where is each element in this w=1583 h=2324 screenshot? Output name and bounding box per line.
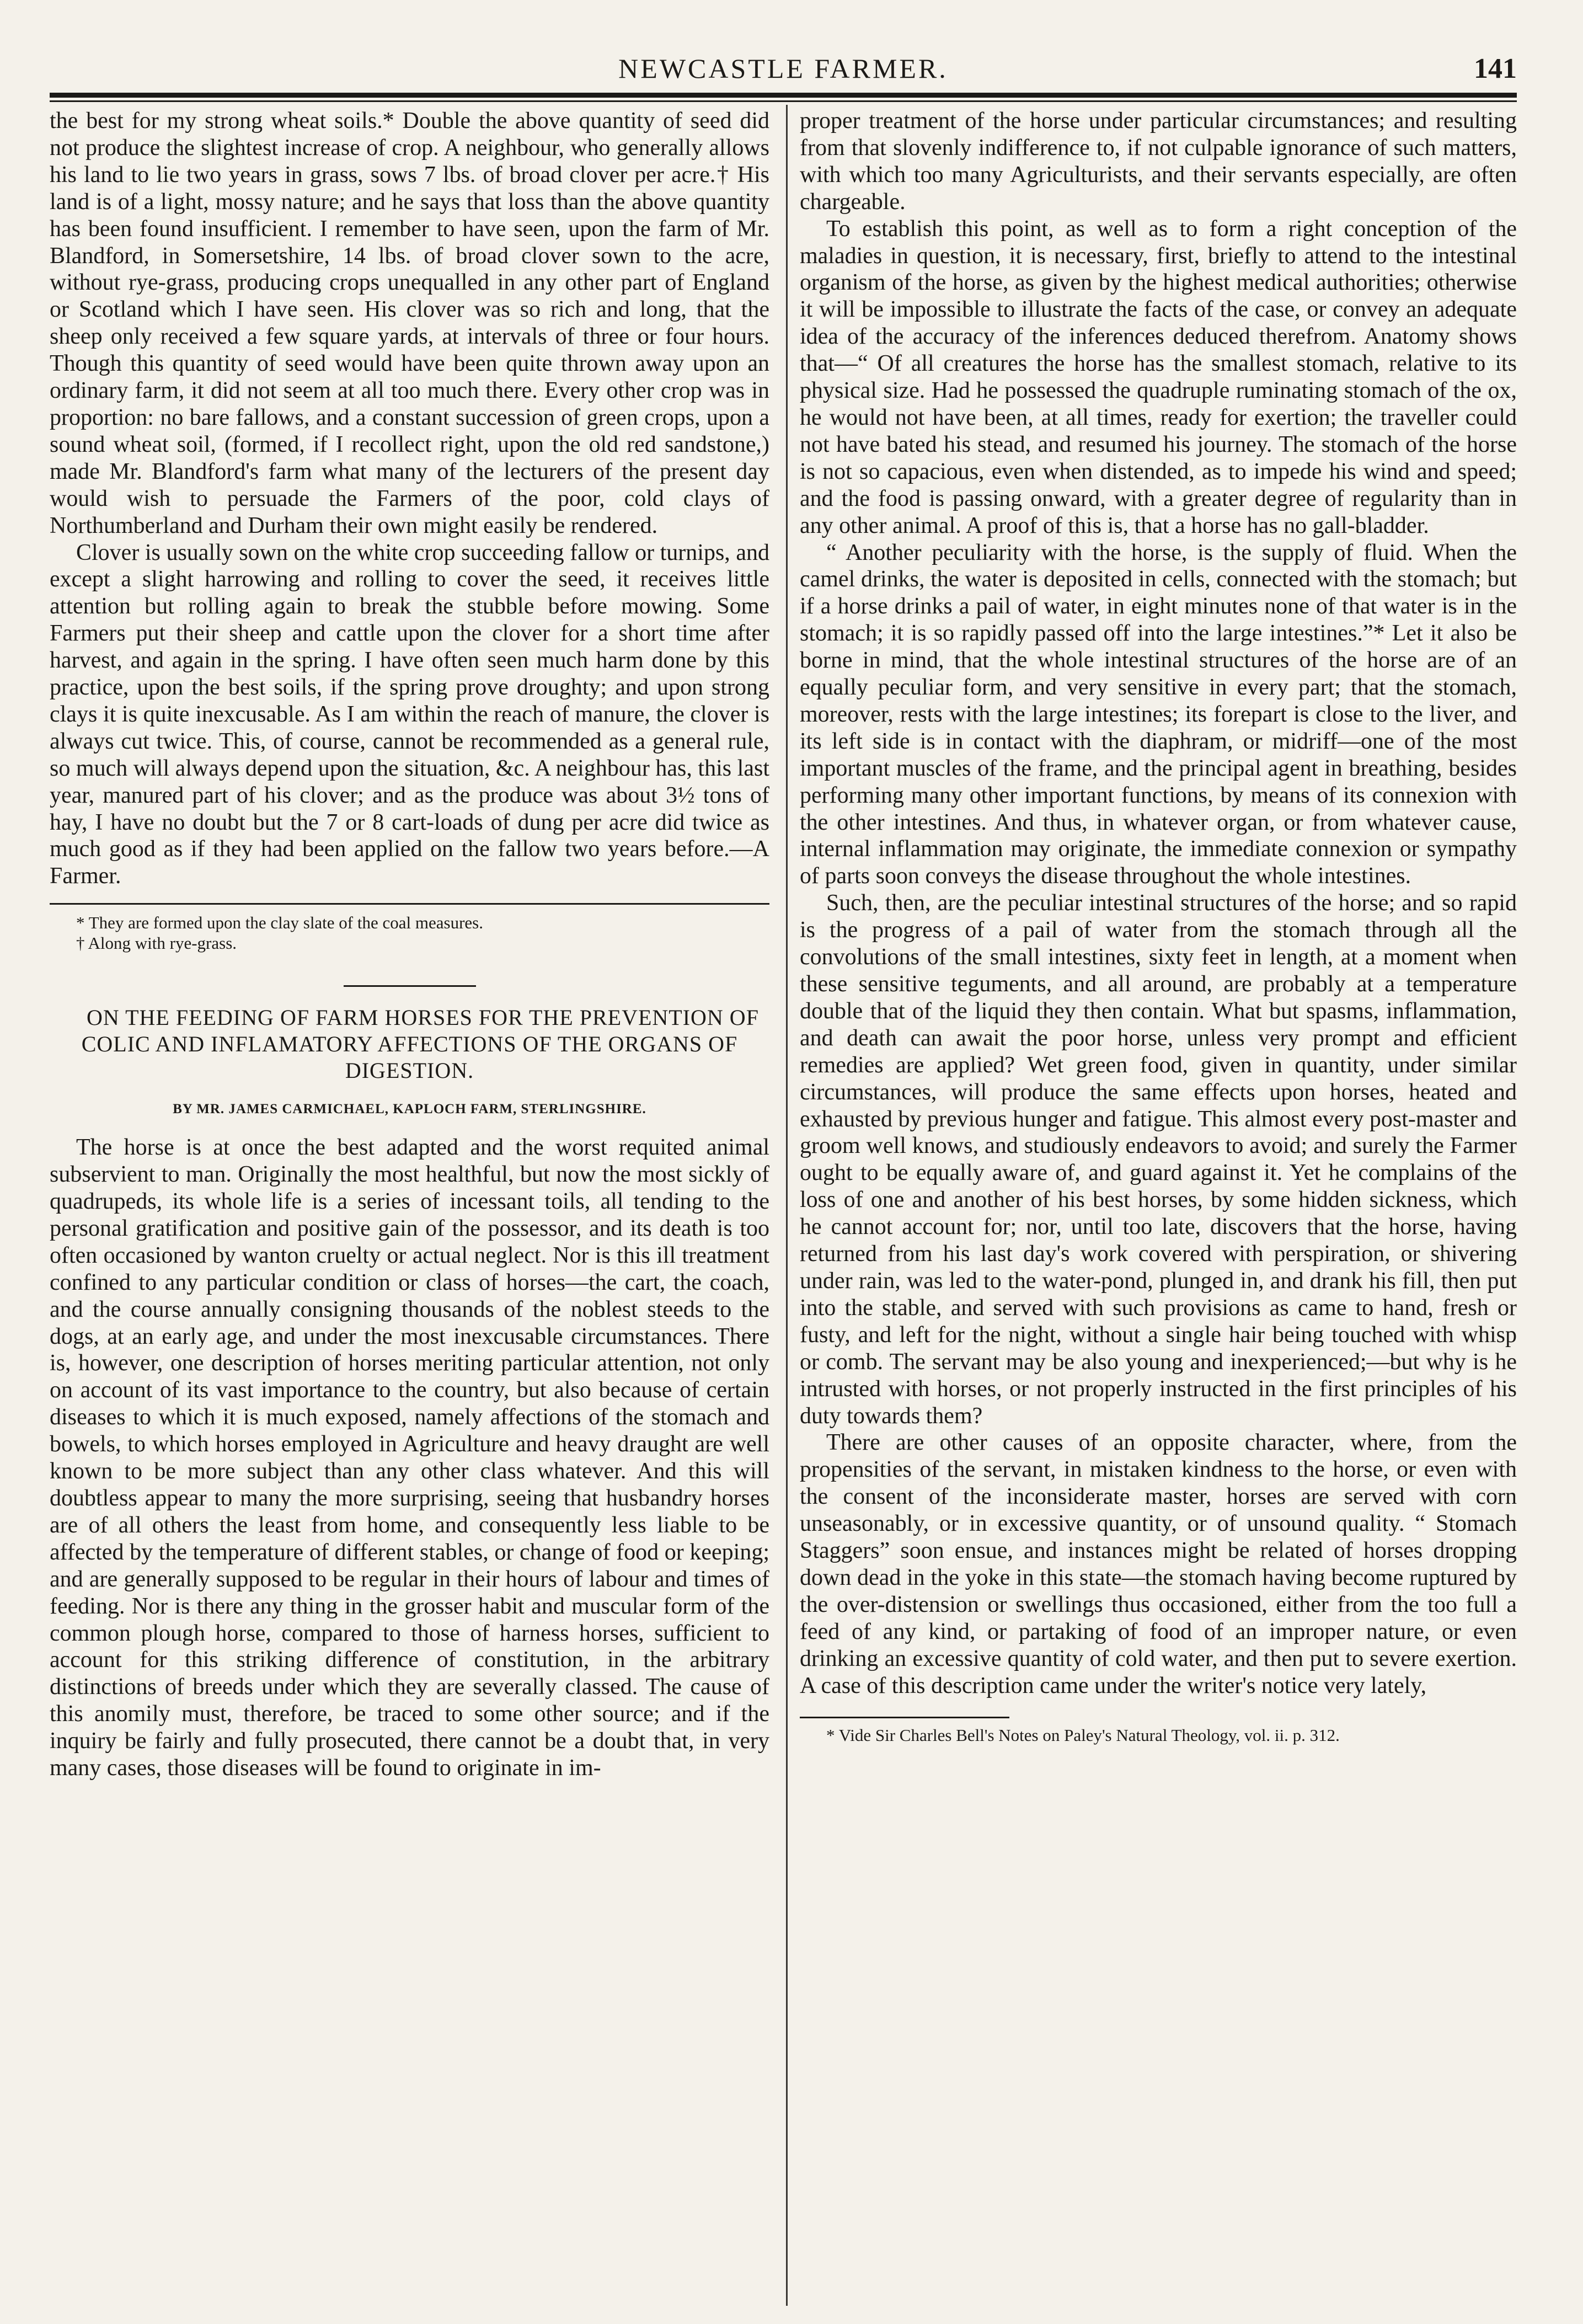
footnote: * Vide Sir Charles Bell's Notes on Paley's Natural Theology, vol. ii. p. 312. [826,1725,1340,1745]
body-paragraph: proper treatment of the horse under particular circumstances; and resulting from that slovenly indifference to, if not culpable ignorance of such matters, with which too many Agriculturists, and their servants especially, are often chargeable. [800,108,1517,215]
article-title: ON THE FEEDING OF FARM HORSES FOR THE PREVENTION OF COLIC AND INFLAMATORY AFFECTIONS OF THE ORGANS OF DIGESTION. [81,1005,759,1083]
section-rule [344,985,476,987]
clover-paragraph: Clover is usually sown on the white crop succeeding fallow or turnips, and except a slight harrowing and rolling to cover the seed, it receives little attention but rolling again to break the stubble before mowing. Some Farmers put their sheep and cattle upon the clover for a short time after harvest, and again in the spring. I have often seen much harm done by this practice, upon the best soils, if the spring prove droughty; and upon strong clays it is quite inexcusable. As I am within the reach of manure, the clover is always cut twice. This, of course, cannot be recommended as a general rule, so much will always depend upon the situation, &c. A neighbour has, this last year, manured part of his clover; and as the produce was about 3½ tons of hay, I have no doubt but the 7 or 8 cart-loads of dung per acre did twice as much good as if they had been applied on the fallow two years before.—A Farmer. [50,539,769,889]
left-column [50,108,769,1782]
header-rule-thin [50,100,1517,102]
body-paragraph: To establish this point, as well as to form a right conception of the maladies in question, it is necessary, first, briefly to attend to the intestinal organism of the horse, as given by the highest medical authorities; otherwise it will be impossible to illustrate the facts of the case, or convey an adequate idea of the accuracy of the inferences deduced therefrom. Anatomy shows that—“ Of all creatures the horse has the smallest stomach, relative to its physical size. Had he possessed the quadruple ruminating stomach of the ox, he would not have been, at all times, ready for exertion; the traveller could not have bated his stead, and resumed his journey. The stomach of the horse is not so capacious, even when distended, as to impede his wind and speed; and the food is passing onward, with a greater degree of regularity than in any other animal. A proof of this is, that a horse has no gall-bladder. [800,216,1517,538]
header-rule-thick [50,93,1517,98]
article-paragraph: The horse is at once the best adapted and the worst requited animal subservient to man. Originally the most healthful, but now the most sickly of quadrupeds, its whole life is a series of incessant toils, all tending to the personal gratification and positive gain of the possessor, and its death is too often occasioned by wanton cruelty or actual neglect. Nor is this ill treatment confined to any particular condition or class of horses—the cart, the coach, and the course annually consigning thousands of the noblest steeds to the dogs, at an early age, and under the most inexcusable circumstances. There is, however, one description of horses meriting particular attention, not only on account of its vast importance to the country, but also because of certain diseases to which it is much exposed, namely affections of the stomach and bowels, to which horses employed in Agriculture and heavy draught are well known to be more subject than any other class whatever. And this will doubtless appear to many the more surprising, seeing that husbandry horses are of all others the least from home, and consequently less liable to be affected by the temperature of different stables, or change of food or keeping; and are generally supposed to be regular in their hours of labour and times of feeding. Nor is there any thing in the grosser habit and muscular form of the common plough horse, compared to those of harness horses, sufficient to account for this striking difference of constitution, in the arbitrary distinctions of breeds under which they are severally classed. The cause of this anomily must, therefore, be traced to some other source; and if the inquiry be fairly and fully prosecuted, there cannot be a doubt that, in very many cases, those diseases will be found to originate in im- [50,1135,769,1781]
continued-paragraph: the best for my strong wheat soils.* Double the above quantity of seed did not produce the slightest increase of crop. A neighbour, who generally allows his land to lie two years in grass, sows 7 lbs. of broad clover per acre.† His land is of a light, mossy nature; and he says that loss than the above quantity has been found insufficient. I remember to have seen, upon the farm of Mr. Blandford, in Somersetshire, 14 lbs. of broad clover sown to the acre, without rye-grass, producing crops unequalled in any other part of England or Scotland which I have seen. His clover was so rich and long, that the sheep only received a few square yards, at intervals of three or four hours. Though this quantity of seed would have been quite thrown away upon an ordinary farm, it did not seem at all too much there. Every other crop was in proportion: no bare fallows, and a constant succession of green crops, upon a sound wheat soil, (formed, if I recollect right, upon the old red sandstone,) made Mr. Blandford's farm what many of the lecturers of the present day would wish to persuade the Farmers of the poor, cold clays of Northumberland and Durham their own might easily be rendered. [50,108,769,538]
body-paragraph: “ Another peculiarity with the horse, is the supply of fluid. When the camel drinks, the water is deposited in cells, connected with the stomach; but if a horse drinks a pail of water, in eight minutes none of that water is in the stomach; it is so rapidly passed off into the large intestines.”* Let it also be borne in mind, that the whole intestinal structures of the horse are of an equally peculiar form, and very sensitive in every part; that the stomach, moreover, rests with the large intestines; its forepart is close to the liver, and its left side is in contact with the diaphram, or midriff—one of the most important muscles of the frame, and the principal agent in breathing, besides performing many other important functions, by means of its connexion with the other intestines. And thus, in whatever organ, or from whatever cause, internal inflammation may originate, the immediate connexion or sympathy of parts soon conveys the disease throughout the whole intestines. [800,539,1517,889]
page-number: 141 [1474,53,1517,84]
body-paragraph: Such, then, are the peculiar intestinal structures of the horse; and so rapid is the progress of a pail of water from the stomach through all the convolutions of the small intestines, sixty feet in length, at a moment when these sensitive teguments, and all around, are probably at a temperature double that of the liquid they then contain. What but spasms, inflammation, and death can await the poor horse, unless very prompt and efficient remedies are applied? Wet green food, given in quantity, under similar circumstances, will produce the same effects upon horses, heated and exhausted by previous hunger and fatigue. This almost every post-master and groom well knows, and studiously endeavors to avoid; and surely the Farmer ought to be equally aware of, and guard against it. Yet he complains of the loss of one and another of his best horses, by some hidden sickness, which he cannot account for; nor, until too late, discovers that the horse, having returned from his last day's work covered with perspiration, or shivering under rain, was led to the water-pond, plunged in, and drank his fill, then put into the stable, and served with such provisions as came to hand, fresh or fusty, and left for the night, without a single hair being touched with whisp or comb. The servant may be also young and inexperienced;—but why is he intrusted with horses, or not properly instructed in the first principles of his duty towards them? [800,890,1517,1429]
footnote: * They are formed upon the clay slate of the coal measures. [76,913,483,933]
column-divider [786,105,788,2306]
running-title: NEWCASTLE FARMER. [618,53,948,84]
page-header [50,52,1517,91]
footnote-rule [800,1717,1009,1718]
right-column [800,108,1517,1745]
footnote-rule [50,903,769,905]
body-paragraph: There are other causes of an opposite character, where, from the propensities of the servant, in mistaken kindness to the horse, or even with the consent of the inconsiderate master, horses are served with corn unseasonably, or in excessive quantity, or of unsound quality. “ Stomach Staggers” soon ensue, and instances might be related of horses dropping down dead in the yoke in this state—the stomach having become ruptured by the over-distension or swellings thus occasioned, either from the too full a feed of any kind, or partaking of food of an improper nature, or even drinking an excessive quantity of cold water, and then put to severe exertion. A case of this description came under the writer's notice very lately, [800,1430,1517,1698]
article-byline: BY MR. JAMES CARMICHAEL, KAPLOCH FARM, STERLINGSHIRE. [173,1102,646,1117]
footnote: † Along with rye-grass. [76,933,237,953]
